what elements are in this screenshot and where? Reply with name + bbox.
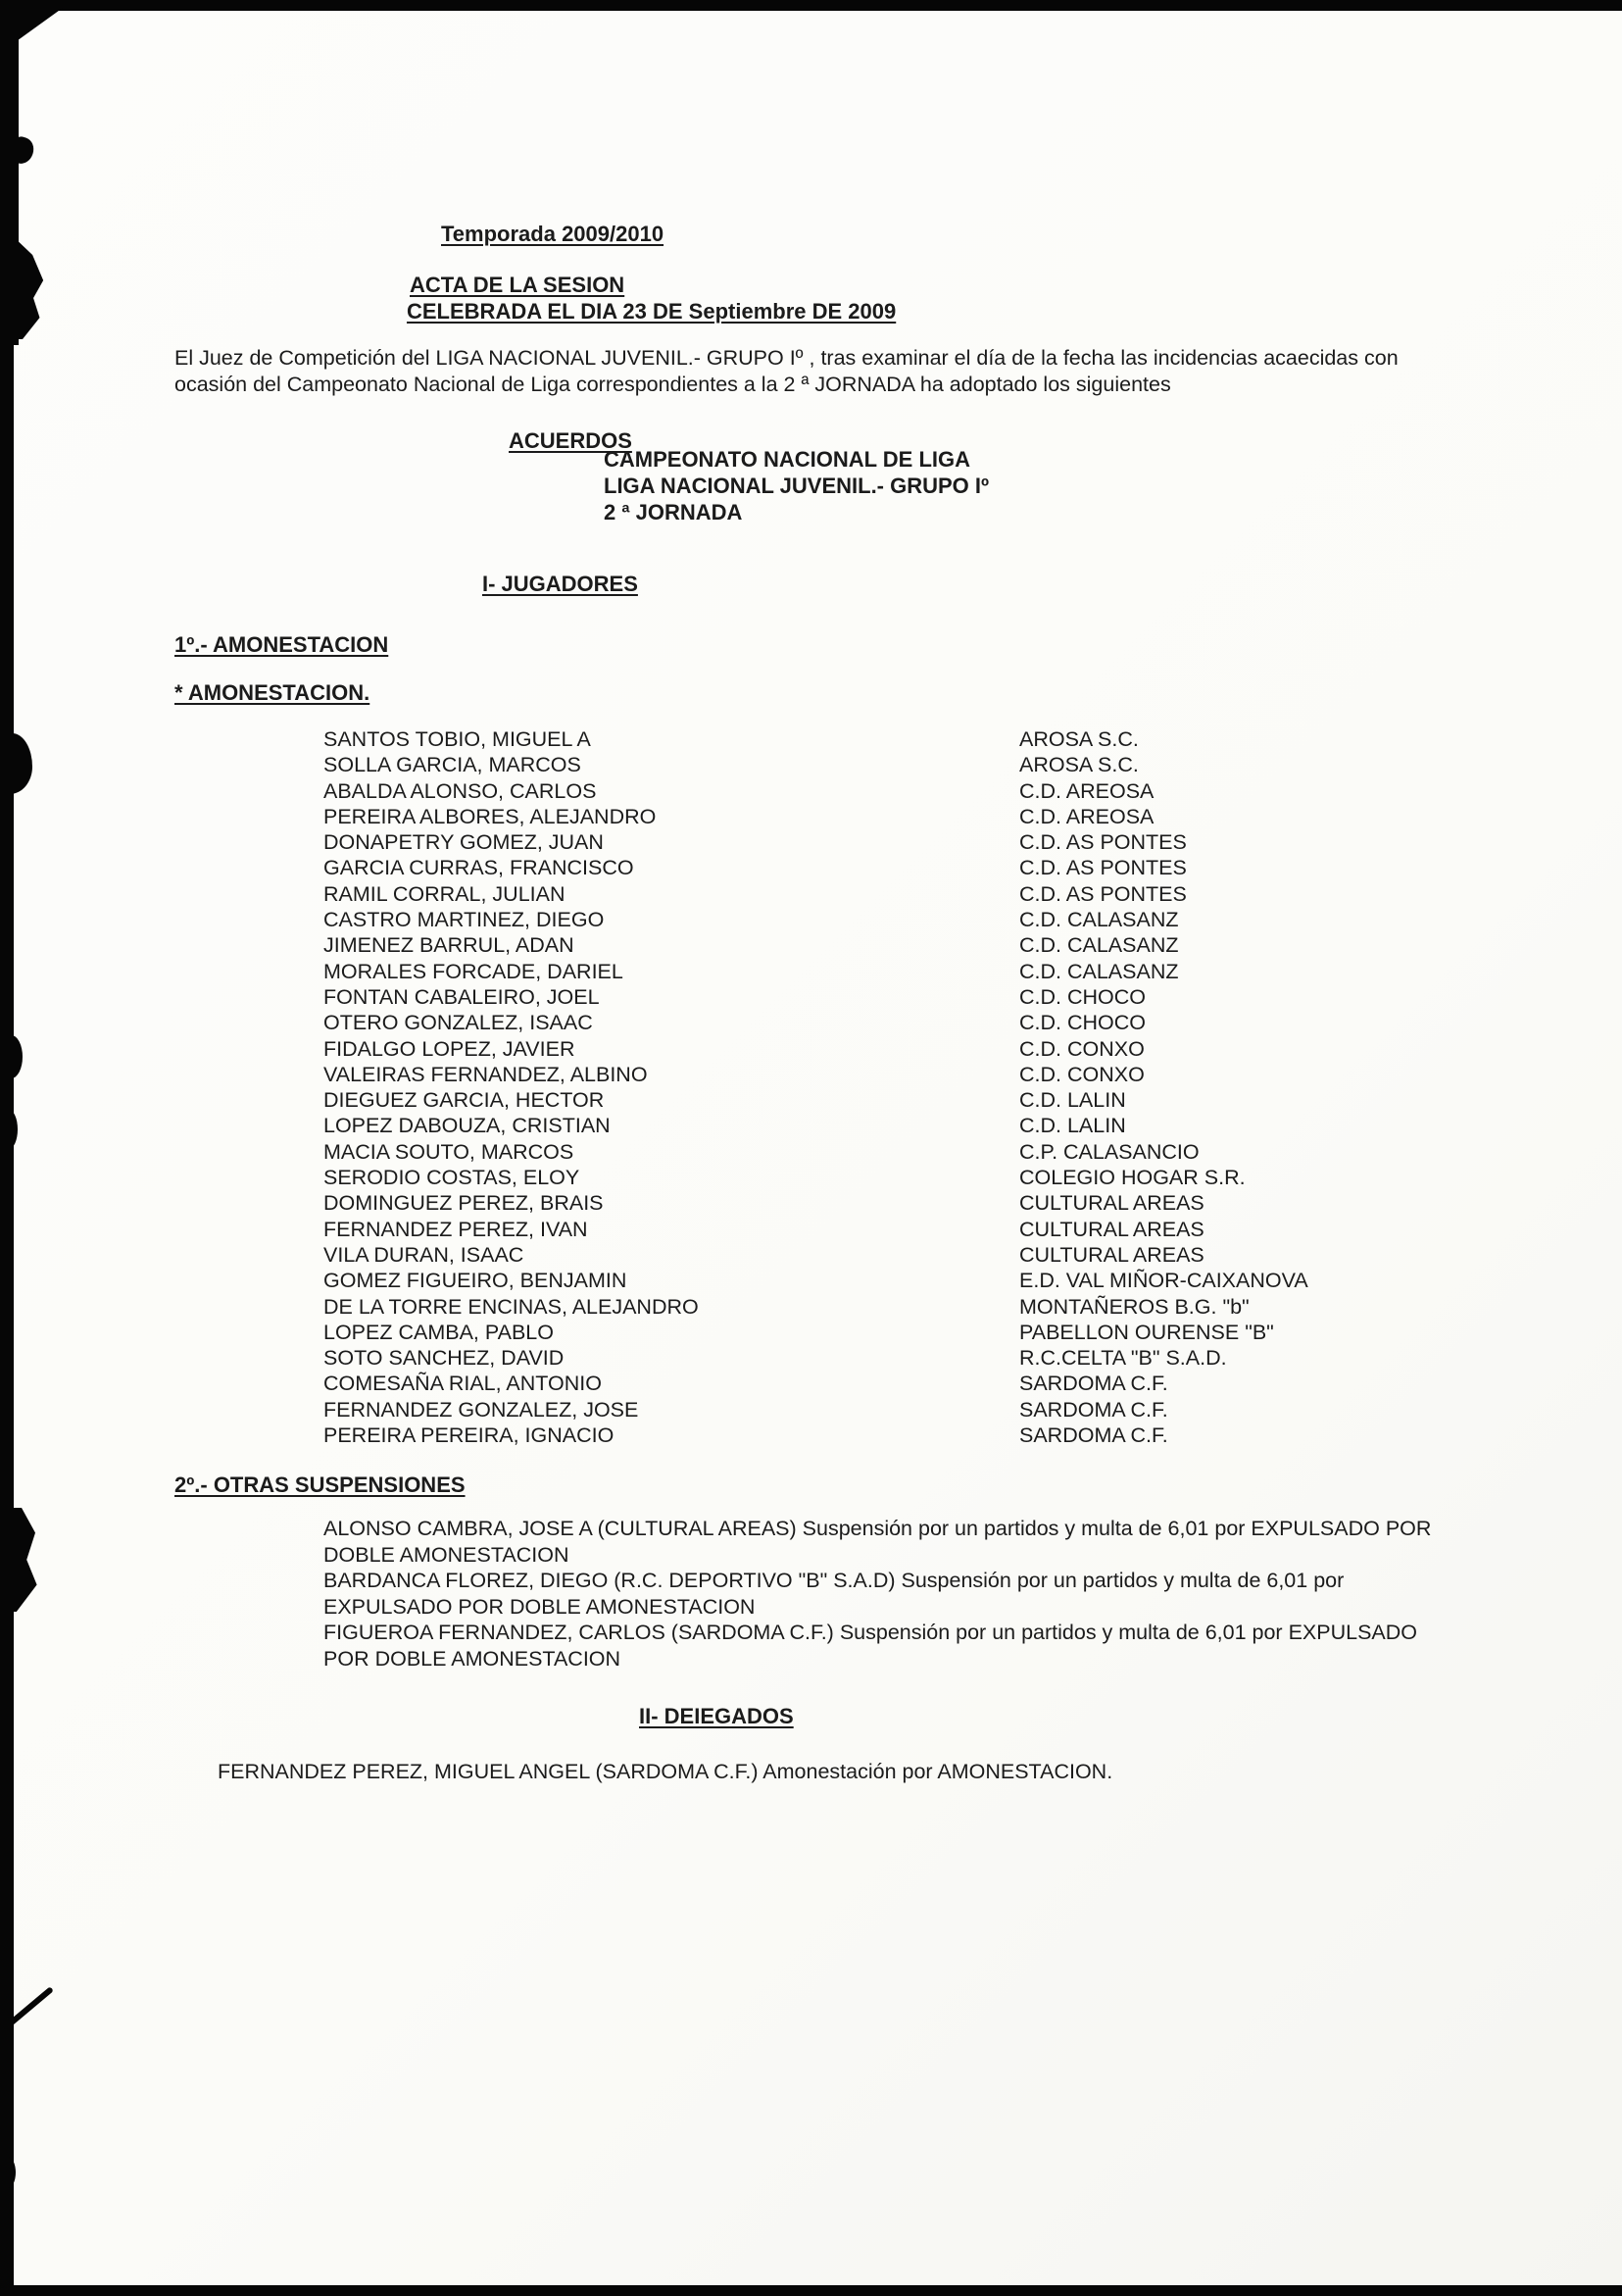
club-name: C.D. AREOSA xyxy=(1019,804,1155,828)
player-name: RAMIL CORRAL, JULIAN xyxy=(323,881,565,906)
section-jugadores-heading: I- JUGADORES xyxy=(482,572,638,596)
amonestacion-row xyxy=(323,752,1509,777)
club-name: SARDOMA C.F. xyxy=(1019,1423,1168,1448)
scan-artifact-blob xyxy=(0,733,32,794)
intro-paragraph: El Juez de Competición del LIGA NACIONAL JUVENIL.- GRUPO Iº , tras examinar el día de la fecha las incidencias acaecidas con ocasión del Campeonato Nacional de Liga correspondientes a la 2 ª JORNADA ha adoptado los siguientes xyxy=(174,346,1399,396)
club-name: CULTURAL AREAS xyxy=(1019,1242,1204,1267)
amonestacion-row xyxy=(323,1294,1509,1320)
amonestacion-row xyxy=(323,1423,1509,1448)
club-name: C.D. CALASANZ xyxy=(1019,908,1179,932)
amonestacion-row xyxy=(323,1087,1509,1113)
suspension-line: FIGUEROA FERNANDEZ, CARLOS (SARDOMA C.F.) Suspensión por un partidos y multa de 6,01 por EXPULSADO xyxy=(323,1621,1418,1644)
competition-block xyxy=(604,446,989,525)
player-name: DE LA TORRE ENCINAS, ALEJANDRO xyxy=(323,1294,699,1319)
player-name: PEREIRA PEREIRA, IGNACIO xyxy=(323,1423,614,1448)
amonestacion-list xyxy=(323,726,1509,1448)
player-name: FIDALGO LOPEZ, JAVIER xyxy=(323,1036,575,1061)
suspension-line: POR DOBLE AMONESTACION xyxy=(323,1646,621,1671)
suspension-line: DOBLE AMONESTACION xyxy=(323,1542,569,1567)
player-name: MACIA SOUTO, MARCOS xyxy=(323,1139,574,1164)
amonestacion-row xyxy=(323,1320,1509,1345)
player-name: FONTAN CABALEIRO, JOEL xyxy=(323,984,600,1009)
club-name: C.P. CALASANCIO xyxy=(1019,1139,1200,1164)
club-name: C.D. AS PONTES xyxy=(1019,856,1187,880)
amonestacion-row xyxy=(323,804,1509,829)
amonestacion-row xyxy=(323,907,1509,932)
scan-artifact-blob xyxy=(0,1110,18,1149)
suspension-entry xyxy=(323,1620,1509,1672)
amonestacion-subheading: * AMONESTACION. xyxy=(174,680,370,705)
amonestacion-row xyxy=(323,829,1509,855)
club-name: C.D. CALASANZ xyxy=(1019,933,1179,958)
delegados-entry: FERNANDEZ PEREZ, MIGUEL ANGEL (SARDOMA C.F.) Amonestación por AMONESTACION. xyxy=(218,1760,1113,1783)
club-name: PABELLON OURENSE "B" xyxy=(1019,1320,1274,1344)
club-name: C.D. CONXO xyxy=(1019,1036,1145,1061)
suspensiones-list xyxy=(323,1516,1509,1672)
scan-artifact-blob xyxy=(0,2157,16,2188)
amonestacion-row xyxy=(323,984,1509,1010)
player-name: GOMEZ FIGUEIRO, BENJAMIN xyxy=(323,1269,627,1293)
club-name: C.D. CONXO xyxy=(1019,1062,1145,1086)
club-name: R.C.CELTA "B" S.A.D. xyxy=(1019,1346,1227,1371)
scan-artifact-corner-wedge xyxy=(0,8,63,43)
suspension-entry xyxy=(323,1516,1509,1568)
player-name: VALEIRAS FERNANDEZ, ALBINO xyxy=(323,1062,648,1086)
season-title: Temporada 2009/2010 xyxy=(441,222,664,246)
amonestacion-row xyxy=(323,1345,1509,1371)
club-name: C.D. CHOCO xyxy=(1019,984,1146,1009)
amonestacion-row xyxy=(323,726,1509,752)
player-name: ABALDA ALONSO, CARLOS xyxy=(323,778,597,803)
amonestacion-row xyxy=(323,1165,1509,1190)
competition-line-2: LIGA NACIONAL JUVENIL.- GRUPO Iº xyxy=(604,474,990,498)
competition-line-1: CAMPEONATO NACIONAL DE LIGA xyxy=(604,447,971,472)
amonestacion-row xyxy=(323,1139,1509,1165)
player-name: SOLLA GARCIA, MARCOS xyxy=(323,753,581,777)
player-name: CASTRO MARTINEZ, DIEGO xyxy=(323,908,605,932)
club-name: C.D. AS PONTES xyxy=(1019,881,1187,906)
amonestacion-row xyxy=(323,1113,1509,1138)
club-name: C.D. LALIN xyxy=(1019,1114,1126,1138)
scan-artifact-blob xyxy=(0,1508,39,1612)
club-name: MONTAÑEROS B.G. "b" xyxy=(1019,1294,1250,1319)
otras-suspensiones-heading: 2º.- OTRAS SUSPENSIONES xyxy=(174,1472,466,1497)
amonestacion-heading: 1º.- AMONESTACION xyxy=(174,632,389,657)
club-name: C.D. CALASANZ xyxy=(1019,959,1179,983)
amonestacion-row xyxy=(323,881,1509,907)
player-name: COMESAÑA RIAL, ANTONIO xyxy=(323,1372,602,1396)
player-name: PEREIRA ALBORES, ALEJANDRO xyxy=(323,804,657,828)
scan-artifact-blob xyxy=(0,1035,23,1078)
player-name: MORALES FORCADE, DARIEL xyxy=(323,959,623,983)
suspension-entry xyxy=(323,1568,1509,1620)
amonestacion-row xyxy=(323,1371,1509,1396)
amonestacion-row xyxy=(323,1062,1509,1087)
amonestacion-row xyxy=(323,1268,1509,1293)
player-name: OTERO GONZALEZ, ISAAC xyxy=(323,1011,593,1035)
suspension-line: ALONSO CAMBRA, JOSE A (CULTURAL AREAS) Suspensión por un partidos y multa de 6,01 por EXPULSADO POR xyxy=(323,1517,1432,1540)
amonestacion-row xyxy=(323,1217,1509,1242)
delegados-heading: II- DEIEGADOS xyxy=(639,1704,794,1728)
player-name: FERNANDEZ PEREZ, IVAN xyxy=(323,1217,588,1241)
player-name: VILA DURAN, ISAAC xyxy=(323,1242,524,1267)
club-name: C.D. AREOSA xyxy=(1019,778,1155,803)
club-name: CULTURAL AREAS xyxy=(1019,1217,1204,1241)
player-name: JIMENEZ BARRUL, ADAN xyxy=(323,933,574,958)
player-name: SANTOS TOBIO, MIGUEL A xyxy=(323,727,591,751)
club-name: SARDOMA C.F. xyxy=(1019,1372,1168,1396)
player-name: SERODIO COSTAS, ELOY xyxy=(323,1166,580,1190)
amonestacion-row xyxy=(323,959,1509,984)
scan-artifact-bottom-edge xyxy=(0,2285,1622,2296)
club-name: C.D. AS PONTES xyxy=(1019,830,1187,855)
player-name: LOPEZ DABOUZA, CRISTIAN xyxy=(323,1114,611,1138)
player-name: DIEGUEZ GARCIA, HECTOR xyxy=(323,1088,605,1113)
competition-line-3: 2 ª JORNADA xyxy=(604,500,743,524)
club-name: C.D. LALIN xyxy=(1019,1088,1126,1113)
club-name: COLEGIO HOGAR S.R. xyxy=(1019,1166,1246,1190)
club-name: C.D. CHOCO xyxy=(1019,1011,1146,1035)
club-name: CULTURAL AREAS xyxy=(1019,1191,1204,1216)
amonestacion-row xyxy=(323,1397,1509,1423)
club-name: AROSA S.C. xyxy=(1019,753,1139,777)
player-name: FERNANDEZ GONZALEZ, JOSE xyxy=(323,1397,639,1422)
amonestacion-row xyxy=(323,855,1509,880)
amonestacion-row xyxy=(323,1190,1509,1216)
amonestacion-row xyxy=(323,778,1509,804)
club-name: SARDOMA C.F. xyxy=(1019,1397,1168,1422)
player-name: LOPEZ CAMBA, PABLO xyxy=(323,1320,554,1344)
club-name: E.D. VAL MIÑOR-CAIXANOVA xyxy=(1019,1269,1308,1293)
amonestacion-row xyxy=(323,1242,1509,1268)
player-name: DONAPETRY GOMEZ, JUAN xyxy=(323,830,604,855)
amonestacion-row xyxy=(323,932,1509,958)
player-name: SOTO SANCHEZ, DAVID xyxy=(323,1346,565,1371)
scan-artifact-top-edge xyxy=(0,0,1622,11)
scan-artifact-blob xyxy=(0,241,45,339)
suspension-line: BARDANCA FLOREZ, DIEGO (R.C. DEPORTIVO "B" S.A.D) Suspensión por un partidos y multa de 6,01 por xyxy=(323,1569,1345,1592)
player-name: DOMINGUEZ PEREZ, BRAIS xyxy=(323,1191,604,1216)
player-name: GARCIA CURRAS, FRANCISCO xyxy=(323,856,634,880)
club-name: AROSA S.C. xyxy=(1019,727,1139,751)
suspension-line: EXPULSADO POR DOBLE AMONESTACION xyxy=(323,1594,756,1619)
amonestacion-row xyxy=(323,1036,1509,1062)
session-date-subtitle: CELEBRADA EL DIA 23 DE Septiembre DE 2009 xyxy=(407,299,897,324)
session-title: ACTA DE LA SESION xyxy=(410,273,625,297)
acuerdos-heading: ACUERDOS xyxy=(509,428,632,453)
amonestacion-row xyxy=(323,1010,1509,1035)
